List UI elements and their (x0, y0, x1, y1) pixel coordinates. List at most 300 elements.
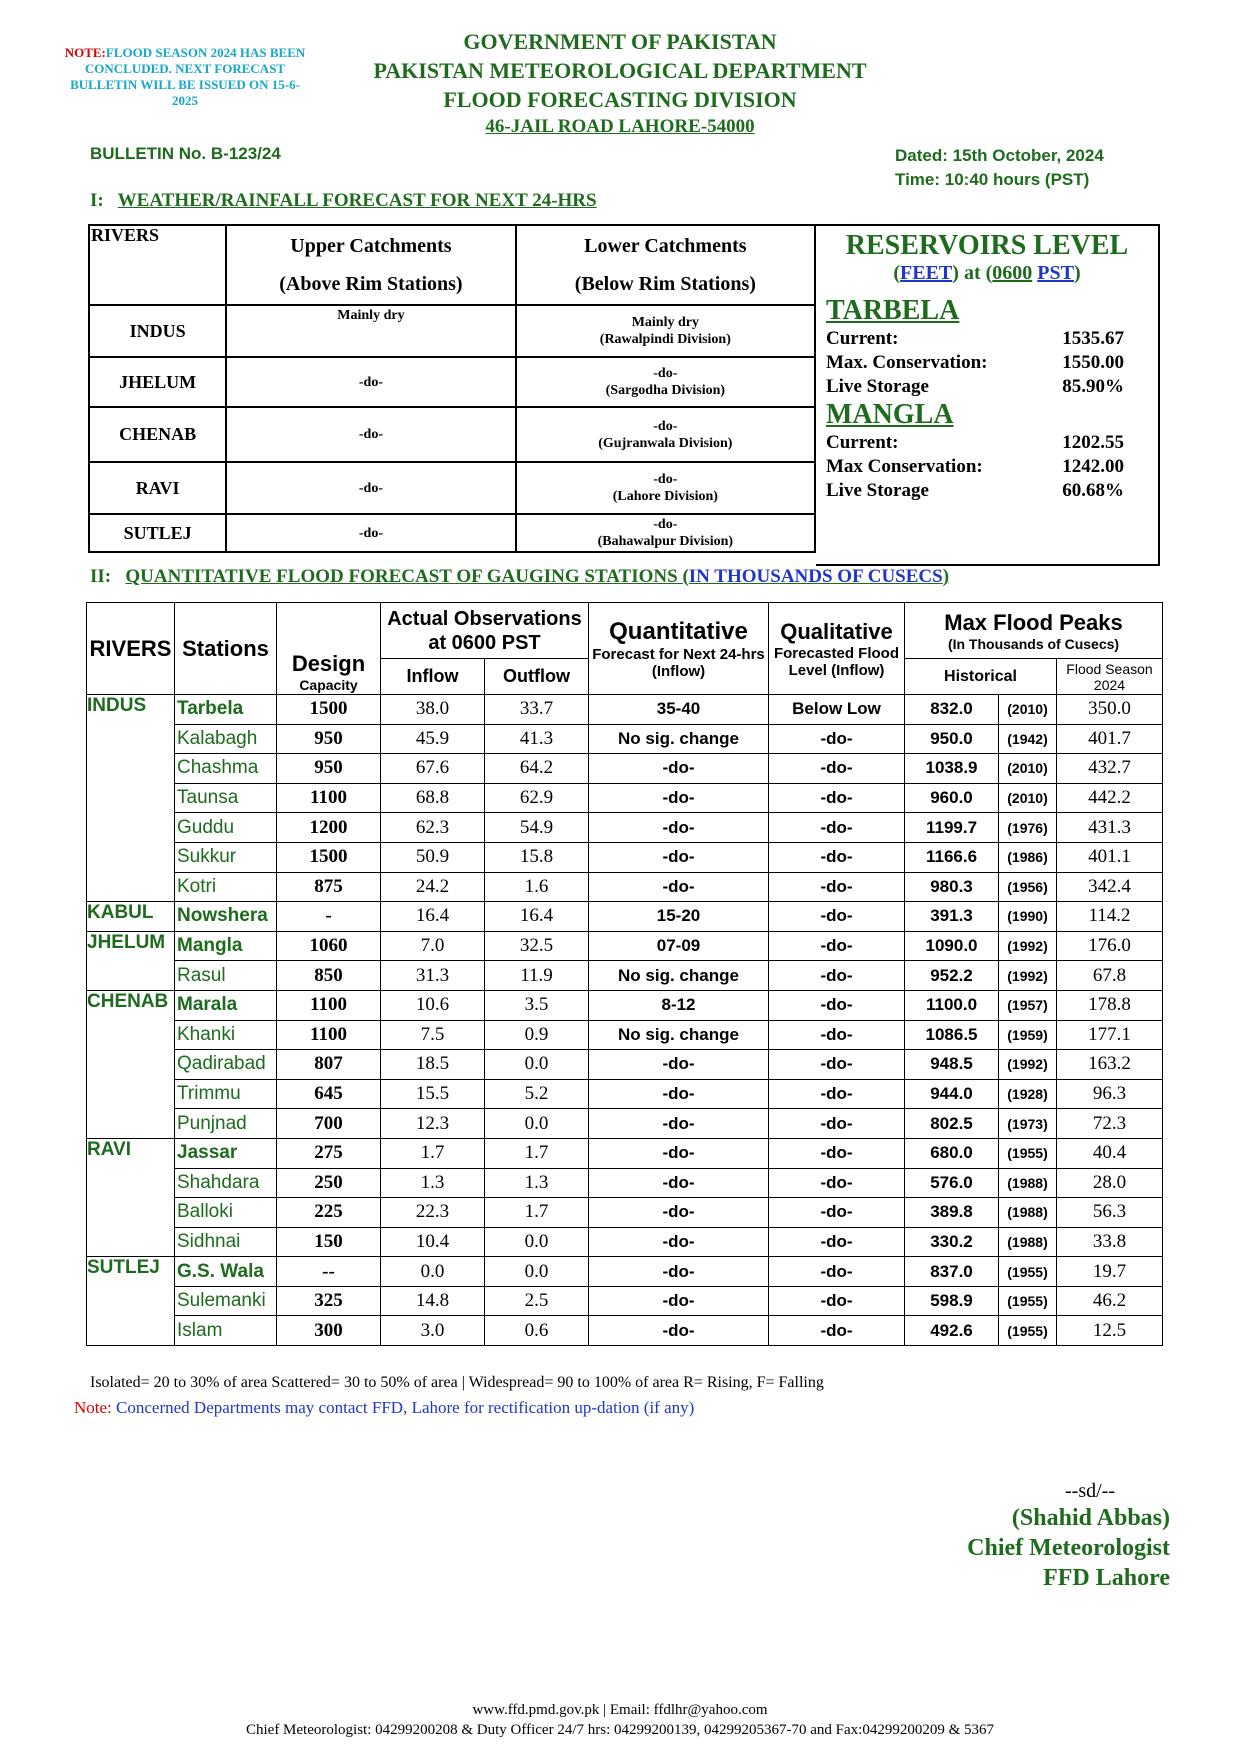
qualitative-forecast: -do- (769, 813, 905, 843)
outflow-value: 64.2 (485, 754, 589, 784)
historical-peak: 960.0 (905, 783, 999, 813)
outflow-value: 0.9 (485, 1020, 589, 1050)
design-capacity: 250 (277, 1168, 381, 1198)
station-name: Islam (175, 1316, 277, 1346)
station-row (87, 1286, 1163, 1316)
quantitative-forecast: -do- (589, 813, 769, 843)
col-historical: Historical (905, 659, 1057, 695)
historical-year: (2010) (999, 754, 1057, 784)
section2-title: QUANTITATIVE FLOOD FORECAST OF GAUGING STATIONS (IN THOUSANDS OF CUSECS) (125, 566, 950, 587)
design-capacity: 1100 (277, 990, 381, 1020)
season-peak: 28.0 (1057, 1168, 1163, 1198)
col-qualitative: Qualitative Forecasted Flood Level (Inflow) (769, 603, 905, 695)
header (300, 28, 940, 140)
station-name: Chashma (175, 754, 277, 784)
qualitative-forecast: -do- (769, 1050, 905, 1080)
station-row (87, 1198, 1163, 1228)
quantitative-forecast: -do- (589, 754, 769, 784)
historical-year: (1957) (999, 990, 1057, 1020)
station-row (87, 724, 1163, 754)
design-capacity: 1500 (277, 695, 381, 725)
contact-note: Note: Concerned Departments may contact FFD, Lahore for rectification up-dation (if any) (74, 1398, 695, 1417)
station-row (87, 902, 1163, 932)
qualitative-forecast: -do- (769, 1020, 905, 1050)
bulletin-date (895, 144, 1104, 192)
river-name: INDUS (87, 695, 175, 902)
outflow-value: 62.9 (485, 783, 589, 813)
qualitative-forecast: -do- (769, 1168, 905, 1198)
signature-sd: --sd/-- (1065, 1480, 1115, 1502)
historical-peak: 832.0 (905, 695, 999, 725)
historical-year: (1992) (999, 1050, 1057, 1080)
inflow-value: 7.0 (381, 931, 485, 961)
legend-text: Isolated= 20 to 30% of area Scattered= 30 to 50% of area | Widespread= 90 to 100% of area R= Rising, F= Falling (90, 1374, 824, 1391)
quantitative-forecast: -do- (589, 1079, 769, 1109)
quantitative-forecast: 07-09 (589, 931, 769, 961)
season-peak: 96.3 (1057, 1079, 1163, 1109)
historical-peak: 492.6 (905, 1316, 999, 1346)
outflow-value: 1.3 (485, 1168, 589, 1198)
outflow-value: 33.7 (485, 695, 589, 725)
outflow-value: 32.5 (485, 931, 589, 961)
station-row (87, 990, 1163, 1020)
qualitative-forecast: -do- (769, 1316, 905, 1346)
inflow-value: 1.7 (381, 1138, 485, 1168)
note-prefix: NOTE: (64, 45, 106, 60)
quantitative-forecast: -do- (589, 1227, 769, 1257)
season-peak: 67.8 (1057, 961, 1163, 991)
quantitative-forecast: -do- (589, 842, 769, 872)
historical-peak: 680.0 (905, 1138, 999, 1168)
historical-year: (1992) (999, 931, 1057, 961)
station-name: Kalabagh (175, 724, 277, 754)
signature-block (967, 1480, 1170, 1593)
weather-upper: -do- (226, 407, 515, 462)
design-capacity: 325 (277, 1286, 381, 1316)
station-row (87, 695, 1163, 725)
tarbela-max-conservation: Max. Conservation: 1550.00 (826, 352, 1124, 373)
outflow-value: 16.4 (485, 902, 589, 932)
col-inflow: Inflow (381, 659, 485, 695)
quantitative-forecast: -do- (589, 1286, 769, 1316)
season-note (60, 45, 310, 109)
season-peak: 432.7 (1057, 754, 1163, 784)
outflow-value: 54.9 (485, 813, 589, 843)
section1-number: I: (90, 190, 104, 211)
quantitative-forecast: 35-40 (589, 695, 769, 725)
inflow-value: 14.8 (381, 1286, 485, 1316)
outflow-value: 1.7 (485, 1198, 589, 1228)
season-peak: 177.1 (1057, 1020, 1163, 1050)
outflow-value: 11.9 (485, 961, 589, 991)
weather-lower: -do- (Lahore Division) (516, 462, 815, 514)
weather-lower: -do- (Gujranwala Division) (516, 407, 815, 462)
design-capacity: 1100 (277, 1020, 381, 1050)
quantitative-forecast: No sig. change (589, 724, 769, 754)
qualitative-forecast: -do- (769, 1257, 905, 1287)
weather-row (89, 407, 815, 462)
qualitative-forecast: -do- (769, 961, 905, 991)
outflow-value: 0.0 (485, 1227, 589, 1257)
inflow-value: 10.6 (381, 990, 485, 1020)
station-name: Tarbela (175, 695, 277, 725)
station-name: Guddu (175, 813, 277, 843)
qualitative-forecast: -do- (769, 724, 905, 754)
bulletin-number: BULLETIN No. B-123/24 (90, 144, 281, 163)
inflow-value: 7.5 (381, 1020, 485, 1050)
qualitative-forecast: Below Low (769, 695, 905, 725)
section1-heading (90, 190, 597, 212)
weather-col-upper: Upper Catchments (Above Rim Stations) (226, 225, 515, 305)
historical-peak: 1100.0 (905, 990, 999, 1020)
historical-peak: 952.2 (905, 961, 999, 991)
historical-peak: 1038.9 (905, 754, 999, 784)
station-name: G.S. Wala (175, 1257, 277, 1287)
qualitative-forecast: -do- (769, 872, 905, 902)
historical-peak: 1090.0 (905, 931, 999, 961)
season-peak: 40.4 (1057, 1138, 1163, 1168)
footer-contact: www.ffd.pmd.gov.pk | Email: ffdlhr@yahoo.com (472, 1702, 768, 1718)
station-row (87, 1050, 1163, 1080)
header-department: PAKISTAN METEOROLOGICAL DEPARTMENT (373, 58, 867, 83)
inflow-value: 15.5 (381, 1079, 485, 1109)
historical-peak: 802.5 (905, 1109, 999, 1139)
col-stations: Stations (175, 603, 277, 695)
design-capacity: 700 (277, 1109, 381, 1139)
weather-upper: -do- (226, 462, 515, 514)
historical-year: (1973) (999, 1109, 1057, 1139)
historical-year: (1976) (999, 813, 1057, 843)
station-row (87, 754, 1163, 784)
weather-river: RAVI (89, 462, 226, 514)
season-peak: 56.3 (1057, 1198, 1163, 1228)
outflow-value: 1.6 (485, 872, 589, 902)
historical-peak: 944.0 (905, 1079, 999, 1109)
weather-river: SUTLEJ (89, 514, 226, 552)
design-capacity: 950 (277, 724, 381, 754)
station-row (87, 961, 1163, 991)
weather-row (89, 305, 815, 357)
weather-col-rivers: RIVERS (89, 225, 226, 305)
outflow-value: 41.3 (485, 724, 589, 754)
weather-lower: Mainly dry (Rawalpindi Division) (516, 305, 815, 357)
design-capacity: -- (277, 1257, 381, 1287)
design-capacity: 875 (277, 872, 381, 902)
section2-number: II: (90, 566, 112, 587)
inflow-value: 18.5 (381, 1050, 485, 1080)
qualitative-forecast: -do- (769, 902, 905, 932)
historical-peak: 950.0 (905, 724, 999, 754)
inflow-value: 62.3 (381, 813, 485, 843)
station-row (87, 783, 1163, 813)
inflow-value: 67.6 (381, 754, 485, 784)
historical-year: (1988) (999, 1168, 1057, 1198)
qualitative-forecast: -do- (769, 1286, 905, 1316)
season-peak: 401.1 (1057, 842, 1163, 872)
historical-peak: 948.5 (905, 1050, 999, 1080)
col-outflow: Outflow (485, 659, 589, 695)
design-capacity: 225 (277, 1198, 381, 1228)
quantitative-forecast: -do- (589, 1257, 769, 1287)
historical-year: (1955) (999, 1257, 1057, 1287)
quantitative-forecast: -do- (589, 1316, 769, 1346)
quantitative-forecast: -do- (589, 1168, 769, 1198)
station-row (87, 1079, 1163, 1109)
design-capacity: 1500 (277, 842, 381, 872)
weather-river: JHELUM (89, 357, 226, 407)
river-name: KABUL (87, 902, 175, 932)
mangla-heading: MANGLA (826, 399, 954, 430)
historical-year: (1955) (999, 1286, 1057, 1316)
river-name: SUTLEJ (87, 1257, 175, 1346)
historical-year: (2010) (999, 783, 1057, 813)
season-peak: 178.8 (1057, 990, 1163, 1020)
station-row (87, 1138, 1163, 1168)
col-design: Design Capacity (277, 603, 381, 695)
mangla-live-storage: Live Storage 60.68% (826, 480, 1124, 501)
outflow-value: 1.7 (485, 1138, 589, 1168)
qualitative-forecast: -do- (769, 990, 905, 1020)
design-capacity: 1200 (277, 813, 381, 843)
historical-year: (1988) (999, 1227, 1057, 1257)
river-name: RAVI (87, 1138, 175, 1256)
outflow-value: 5.2 (485, 1079, 589, 1109)
weather-upper: Mainly dry (226, 305, 515, 357)
footer-phones: Chief Meteorologist: 04299200208 & Duty Officer 24/7 hrs: 04299200139, 04299205367-70 and Fax:04299200209 & 5367 (245, 1722, 994, 1738)
historical-year: (1992) (999, 961, 1057, 991)
historical-year: (1959) (999, 1020, 1057, 1050)
season-peak: 19.7 (1057, 1257, 1163, 1287)
season-peak: 342.4 (1057, 872, 1163, 902)
historical-year: (1990) (999, 902, 1057, 932)
station-row (87, 1020, 1163, 1050)
station-name: Khanki (175, 1020, 277, 1050)
historical-year: (1956) (999, 872, 1057, 902)
design-capacity: - (277, 902, 381, 932)
time-text: Time: 10:40 hours (PST) (895, 170, 1090, 189)
quantitative-forecast: No sig. change (589, 961, 769, 991)
inflow-value: 16.4 (381, 902, 485, 932)
reservoirs-subtitle: (FEET) at (0600 PST) (893, 262, 1081, 284)
historical-year: (1928) (999, 1079, 1057, 1109)
design-capacity: 1060 (277, 931, 381, 961)
outflow-value: 0.0 (485, 1050, 589, 1080)
station-name: Sidhnai (175, 1227, 277, 1257)
station-row (87, 1257, 1163, 1287)
section2-heading (90, 566, 949, 588)
weather-lower: -do- (Sargodha Division) (516, 357, 815, 407)
outflow-value: 0.0 (485, 1257, 589, 1287)
signatory-title: Chief Meteorologist (967, 1535, 1170, 1561)
station-row (87, 842, 1163, 872)
station-name: Qadirabad (175, 1050, 277, 1080)
station-name: Taunsa (175, 783, 277, 813)
qualitative-forecast: -do- (769, 1109, 905, 1139)
design-capacity: 645 (277, 1079, 381, 1109)
historical-peak: 1199.7 (905, 813, 999, 843)
qualitative-forecast: -do- (769, 754, 905, 784)
note-text: FLOOD SEASON 2024 HAS BEEN CONCLUDED. NEXT FORECAST BULLETIN WILL BE ISSUED ON 15-6-2025 (70, 45, 306, 108)
station-name: Punjnad (175, 1109, 277, 1139)
historical-year: (1986) (999, 842, 1057, 872)
historical-year: (1955) (999, 1138, 1057, 1168)
design-capacity: 300 (277, 1316, 381, 1346)
river-name: CHENAB (87, 990, 175, 1138)
quantitative-forecast: -do- (589, 1138, 769, 1168)
station-name: Shahdara (175, 1168, 277, 1198)
date-text: Dated: 15th October, 2024 (895, 146, 1104, 165)
season-peak: 442.2 (1057, 783, 1163, 813)
station-name: Trimmu (175, 1079, 277, 1109)
season-peak: 350.0 (1057, 695, 1163, 725)
historical-peak: 389.8 (905, 1198, 999, 1228)
season-peak: 176.0 (1057, 931, 1163, 961)
tarbela-heading: TARBELA (826, 295, 960, 326)
season-peak: 12.5 (1057, 1316, 1163, 1346)
station-row (87, 1316, 1163, 1346)
design-capacity: 1100 (277, 783, 381, 813)
outflow-value: 3.5 (485, 990, 589, 1020)
river-name: JHELUM (87, 931, 175, 990)
outflow-value: 0.0 (485, 1109, 589, 1139)
station-row (87, 813, 1163, 843)
station-row (87, 931, 1163, 961)
qualitative-forecast: -do- (769, 1227, 905, 1257)
quantitative-forecast: -do- (589, 1050, 769, 1080)
station-row (87, 1227, 1163, 1257)
station-name: Jassar (175, 1138, 277, 1168)
quantitative-forecast: 15-20 (589, 902, 769, 932)
qualitative-forecast: -do- (769, 1138, 905, 1168)
flood-forecast-table (86, 602, 1163, 1346)
inflow-value: 10.4 (381, 1227, 485, 1257)
historical-peak: 598.9 (905, 1286, 999, 1316)
qualitative-forecast: -do- (769, 931, 905, 961)
header-address: 46-JAIL ROAD LAHORE-54000 (485, 116, 755, 137)
col-max-peaks: Max Flood Peaks (In Thousands of Cusecs) (905, 603, 1163, 659)
quantitative-forecast: -do- (589, 1198, 769, 1228)
tarbela-live-storage: Live Storage 85.90% (826, 376, 1124, 397)
col-quantitative: Quantitative Forecast for Next 24-hrs (Inflow) (589, 603, 769, 695)
station-name: Rasul (175, 961, 277, 991)
season-peak: 114.2 (1057, 902, 1163, 932)
weather-row (89, 514, 815, 552)
season-peak: 163.2 (1057, 1050, 1163, 1080)
weather-forecast-table (88, 224, 816, 553)
inflow-value: 24.2 (381, 872, 485, 902)
historical-peak: 980.3 (905, 872, 999, 902)
historical-peak: 330.2 (905, 1227, 999, 1257)
quantitative-forecast: No sig. change (589, 1020, 769, 1050)
inflow-value: 3.0 (381, 1316, 485, 1346)
season-peak: 33.8 (1057, 1227, 1163, 1257)
weather-upper: -do- (226, 357, 515, 407)
station-name: Mangla (175, 931, 277, 961)
inflow-value: 31.3 (381, 961, 485, 991)
header-government: GOVERNMENT OF PAKISTAN (463, 29, 777, 54)
col-actual: Actual Observations at 0600 PST (381, 603, 589, 659)
footer (0, 1700, 1240, 1740)
quantitative-forecast: -do- (589, 783, 769, 813)
quantitative-forecast: 8-12 (589, 990, 769, 1020)
historical-year: (1942) (999, 724, 1057, 754)
quantitative-forecast: -do- (589, 1109, 769, 1139)
station-name: Kotri (175, 872, 277, 902)
inflow-value: 38.0 (381, 695, 485, 725)
design-capacity: 850 (277, 961, 381, 991)
inflow-value: 68.8 (381, 783, 485, 813)
qualitative-forecast: -do- (769, 1198, 905, 1228)
weather-row (89, 462, 815, 514)
inflow-value: 22.3 (381, 1198, 485, 1228)
section1-title: WEATHER/RAINFALL FORECAST FOR NEXT 24-HRS (117, 190, 597, 211)
outflow-value: 2.5 (485, 1286, 589, 1316)
qualitative-forecast: -do- (769, 783, 905, 813)
historical-peak: 391.3 (905, 902, 999, 932)
outflow-value: 0.6 (485, 1316, 589, 1346)
season-peak: 401.7 (1057, 724, 1163, 754)
signatory-office: FFD Lahore (1043, 1565, 1170, 1591)
reservoirs-panel (816, 224, 1160, 566)
col-rivers: RIVERS (87, 603, 175, 695)
historical-year: (1988) (999, 1198, 1057, 1228)
quantitative-forecast: -do- (589, 872, 769, 902)
inflow-value: 45.9 (381, 724, 485, 754)
signatory-name: (Shahid Abbas) (1011, 1505, 1170, 1531)
design-capacity: 150 (277, 1227, 381, 1257)
season-peak: 431.3 (1057, 813, 1163, 843)
historical-peak: 1166.6 (905, 842, 999, 872)
station-name: Sulemanki (175, 1286, 277, 1316)
station-name: Marala (175, 990, 277, 1020)
col-season: Flood Season 2024 (1057, 659, 1163, 695)
season-peak: 72.3 (1057, 1109, 1163, 1139)
weather-row (89, 357, 815, 407)
design-capacity: 950 (277, 754, 381, 784)
inflow-value: 50.9 (381, 842, 485, 872)
station-row (87, 872, 1163, 902)
historical-peak: 1086.5 (905, 1020, 999, 1050)
inflow-value: 12.3 (381, 1109, 485, 1139)
header-division: FLOOD FORECASTING DIVISION (443, 87, 797, 112)
weather-river: CHENAB (89, 407, 226, 462)
historical-year: (1955) (999, 1316, 1057, 1346)
station-name: Sukkur (175, 842, 277, 872)
mangla-max-conservation: Max Conservation: 1242.00 (826, 456, 1124, 477)
inflow-value: 0.0 (381, 1257, 485, 1287)
station-row (87, 1109, 1163, 1139)
inflow-value: 1.3 (381, 1168, 485, 1198)
station-row (87, 1168, 1163, 1198)
qualitative-forecast: -do- (769, 1079, 905, 1109)
weather-col-lower: Lower Catchments (Below Rim Stations) (516, 225, 815, 305)
qualitative-forecast: -do- (769, 842, 905, 872)
weather-upper: -do- (226, 514, 515, 552)
historical-peak: 576.0 (905, 1168, 999, 1198)
design-capacity: 807 (277, 1050, 381, 1080)
station-name: Balloki (175, 1198, 277, 1228)
weather-lower: -do- (Bahawalpur Division) (516, 514, 815, 552)
station-name: Nowshera (175, 902, 277, 932)
weather-river: INDUS (89, 305, 226, 357)
season-peak: 46.2 (1057, 1286, 1163, 1316)
outflow-value: 15.8 (485, 842, 589, 872)
design-capacity: 275 (277, 1138, 381, 1168)
historical-peak: 837.0 (905, 1257, 999, 1287)
mangla-current: Current: 1202.55 (826, 432, 1124, 453)
historical-year: (2010) (999, 695, 1057, 725)
reservoirs-title: RESERVOIRS LEVEL (845, 230, 1129, 261)
